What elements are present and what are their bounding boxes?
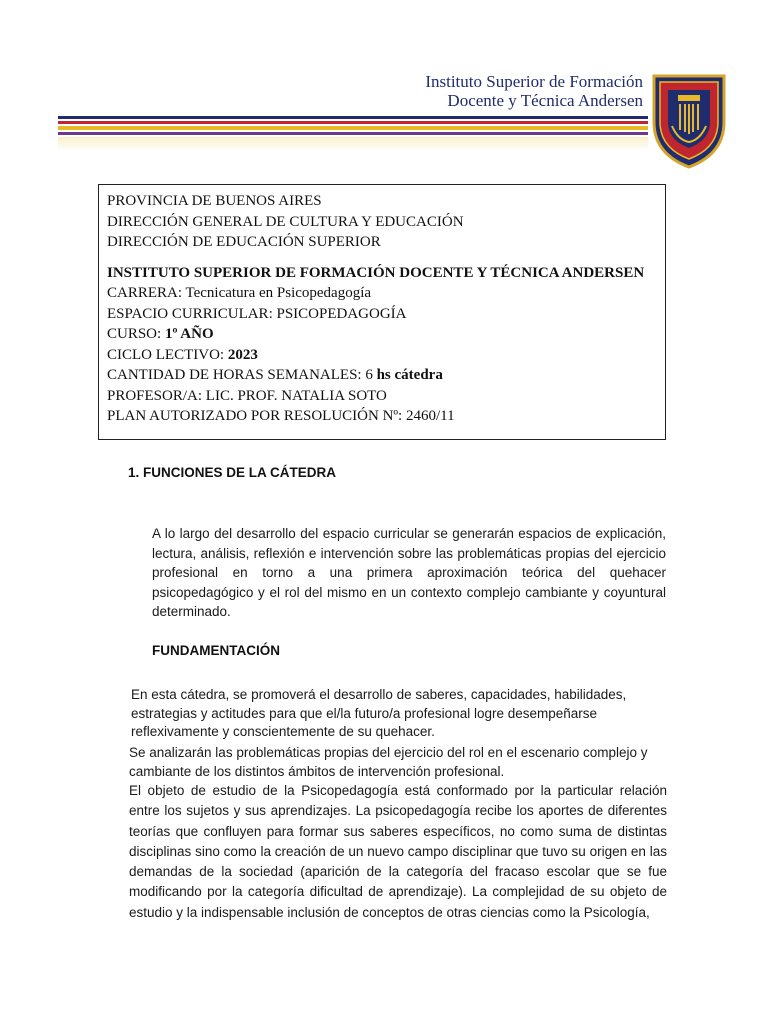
curso-value: 1º AÑO xyxy=(164,326,214,342)
fundamentacion-paragraph-1: En esta cátedra, se promoverá el desarrollo de saberes, capacidades, habilidades, estrategias y actitudes para que el/la futuro/a profesional logre desempeñarse reflexivamente y conscientemente de su quehacer. xyxy=(131,687,627,739)
institute-name-line1: Instituto Superior de Formación xyxy=(425,72,643,91)
curso-line xyxy=(107,324,657,345)
ciclo-label: CICLO LECTIVO: xyxy=(107,346,228,363)
fundamentacion-paragraph-3: El objeto de estudio de la Psicopedagogía está conformado por la particular relación entre los sujetos y sus aprendizajes. La psicopedagogía recibe los aportes de diferentes teorías que confluyen para formar sus saberes específicos, no como suma de distintas disciplinas sino como la creación de un nuevo campo disciplinar que tuvo su origen en las demandas de la sociedad (aparición de la categoría del fracaso escolar que se fue modificando por la categoría dificultad de aprendizaje). La complejidad de su objeto de estudio y la indispensable inclusión de conceptos de otras ciencias como la Psicología, xyxy=(129,783,667,920)
espacio-curricular-line: ESPACIO CURRICULAR: PSICOPEDAGOGÍA xyxy=(107,305,407,322)
fundamentacion-paragraph-2: Se analizarán las problemáticas propias del ejercicio del rol en el escenario complejo y cambiante de los distintos ámbitos de intervención profesional. xyxy=(129,745,648,779)
profesor-line: PROFESOR/A: LIC. PROF. NATALIA SOTO xyxy=(107,387,387,404)
direccion-superior-line: DIRECCIÓN DE EDUCACIÓN SUPERIOR xyxy=(107,234,381,250)
stripe-purple xyxy=(58,132,648,135)
institute-crest-logo xyxy=(648,70,730,170)
resolucion-line: PLAN AUTORIZADO POR RESOLUCIÓN Nº: 2460/11 xyxy=(107,408,455,424)
ciclo-lectivo-line xyxy=(107,345,657,366)
horas-line xyxy=(107,365,657,386)
stripe-gold-fade xyxy=(58,137,648,151)
horas-value: hs cátedra xyxy=(376,367,443,383)
ciclo-value: 2023 xyxy=(227,346,258,363)
carrera-line: CARRERA: Tecnicatura en Psicopedagogía xyxy=(107,285,372,301)
section-heading-funciones: 1. FUNCIONES DE LA CÁTEDRA xyxy=(128,465,337,480)
stripe-gold xyxy=(58,126,648,130)
institute-header xyxy=(313,72,643,110)
course-info-box xyxy=(98,184,666,440)
stripe-red xyxy=(58,121,648,124)
header-color-stripes xyxy=(58,112,648,152)
institute-name-line2: Docente y Técnica Andersen xyxy=(447,91,643,110)
section-heading-fundamentacion: FUNDAMENTACIÓN xyxy=(152,643,280,658)
curso-label: CURSO: xyxy=(107,326,165,342)
institute-line: INSTITUTO SUPERIOR DE FORMACIÓN DOCENTE Y TÉCNICA ANDERSEN xyxy=(107,264,645,281)
province-line: PROVINCIA DE BUENOS AIRES xyxy=(107,193,322,209)
funciones-paragraph: A lo largo del desarrollo del espacio curricular se generarán espacios de explicación, lectura, análisis, reflexión e intervención sobre las problemáticas propias del ejercicio profesional en torno a una primera aproximación teórica del quehacer psicopedagógico y el rol del mismo en un contexto complejo cambiante y coyuntural determinado. xyxy=(152,526,666,619)
direccion-general-line: DIRECCIÓN GENERAL DE CULTURA Y EDUCACIÓN xyxy=(107,213,464,230)
horas-label: CANTIDAD DE HORAS SEMANALES: 6 xyxy=(107,367,377,383)
stripe-navy xyxy=(58,116,648,119)
